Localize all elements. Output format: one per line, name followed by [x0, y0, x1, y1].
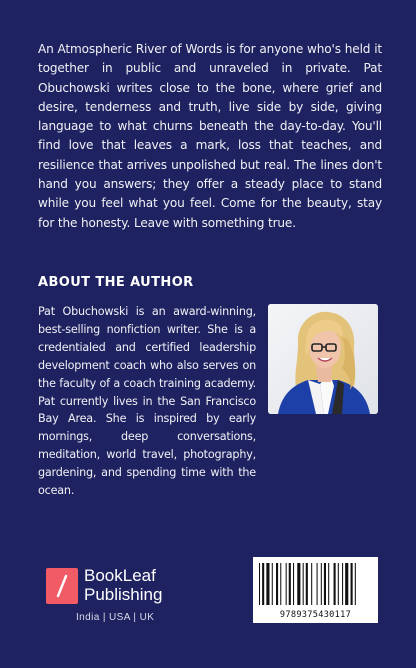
isbn-barcode — [253, 557, 378, 623]
publisher-name — [84, 566, 162, 604]
isbn-number: 9789375430117 — [279, 610, 352, 620]
publisher-name-line2: Publishing — [84, 585, 163, 604]
publisher-logo — [46, 566, 186, 626]
barcode-bars — [253, 557, 378, 609]
publisher-name-line1: BookLeaf — [84, 566, 156, 585]
back-cover-blurb: An Atmospheric River of Words is for anyone who's held it together in public and unraveled in private. Pat Obuchowski writes close to the bone, where grief and desire, tenderness and truth, live side by side, giving language to what churns beneath the day-to-day. You'll find love that leaves a mark, loss that teaches, and resilience that arrives unpolished but real. The lines don't hand you answers; they offer a steady place to stand while you feel what you feel. Come for the beauty, stay for the honesty. Leave with something true. — [38, 42, 382, 230]
author-photo — [268, 304, 378, 414]
about-author-heading: ABOUT THE AUTHOR — [38, 275, 194, 290]
author-bio: Pat Obuchowski is an award-winning, best-selling nonfiction writer. She is a credentialed and certified leadership development coach who also serves on the faculty of a coach training academy. Pat currently lives in the San Francisco Bay Area. She is inspired by early mornings, deep conversations, meditation, world travel, photography, gardening, and spending time with the ocean. — [38, 305, 256, 498]
publisher-regions: India | USA | UK — [76, 612, 155, 623]
